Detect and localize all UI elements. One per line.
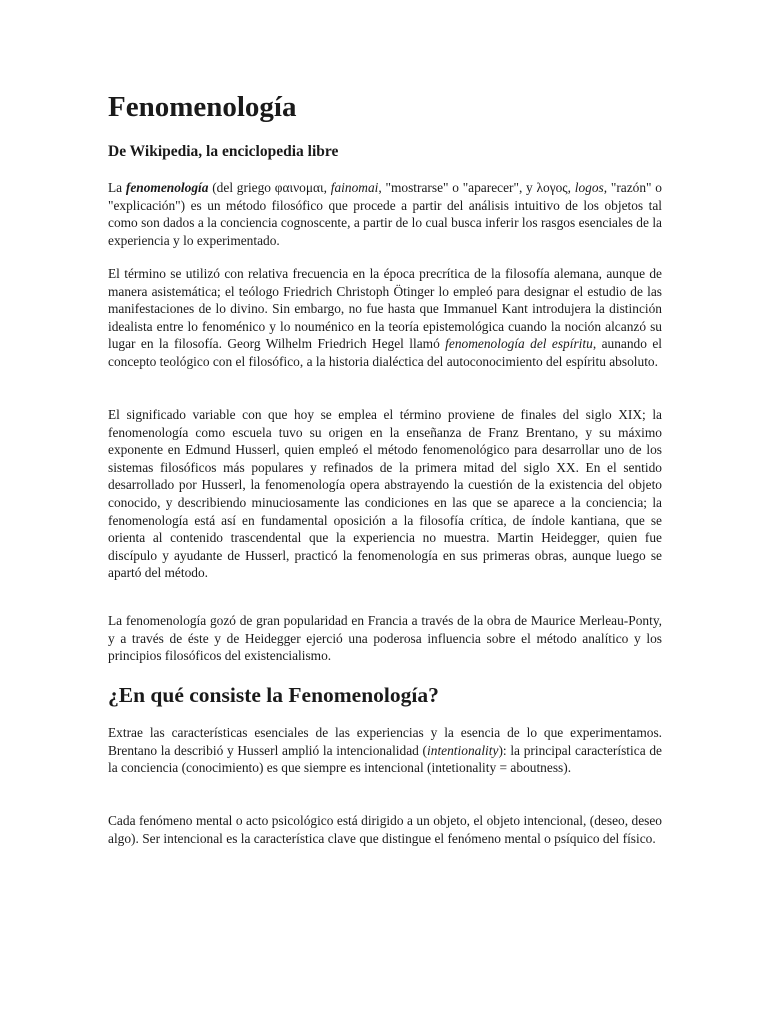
paragraph-france: La fenomenología gozó de gran popularidad en Francia a través de la obra de Maurice Merleau-Ponty, y a través de éste y de Heidegger ejerció una poderosa influencia sobre el método analítico y los principios filosóficos del existencialismo.	[108, 613, 662, 664]
term-fainomai: fainomai	[330, 180, 379, 195]
paragraph-meaning: El significado variable con que hoy se emplea el término proviene de finales del siglo XIX; la fenomenología como escuela tuvo su origen en la enseñanza de Franz Brentano, y su máximo exponente en Edmund Husserl, quien empleó el método fenomenológico para desarrollar uno de los sistemas filosóficos más populares y refinados de la primera mitad del siglo XX. En el sentido desarrollado por Husserl, la fenomenología opera abstrayendo la cuestión de la existencia del objeto conocido, y describiendo minuciosamente las condiciones en las que se aparece a la conciencia; la fenomenología está así en fundamental oposición a la filosofía crítica, de índole kantiana, que se orienta al contenido trascendental que la experiencia no muestra. Martin Heidegger, quien fue discípulo y ayudante de Husserl, practicó la fenomenología en sus primeras obras, aunque luego se apartó del método.	[108, 407, 662, 581]
page-subtitle: De Wikipedia, la enciclopedia libre	[108, 143, 339, 160]
text-run: ): la principal característica de la conciencia (conocimiento) es que siempre es intencional (intetionality = aboutness).	[108, 742, 662, 776]
text-run: , "mostrarse" o "aparecer", y λογος,	[378, 180, 575, 195]
text-run: (del griego φαινομαι,	[208, 180, 331, 195]
text-run: Extrae las características esenciales de las experiencias y la esencia de lo que experimentamos. Brentano la describió y Husserl amplió la intencionalidad (	[108, 725, 662, 758]
text-run: , "razón" o "explicación") es un método filosófico que procede a partir del análisis intuitivo de los objetos tal como son dados a la conciencia cognoscente, a partir de lo cual busca inferir los rasgos esenciales de la experiencia y lo experimentado.	[108, 180, 662, 248]
paragraph-intentional-object: Cada fenómeno mental o acto psicológico está dirigido a un objeto, el objeto intencional, (deseo, deseo algo). Ser intencional es la característica clave que distingue el fenómeno mental o psíquico del físico.	[108, 813, 662, 846]
text-run: El término se utilizó con relativa frecuencia en la época precrítica de la filosofía alemana, aunque de manera asistemática; el teólogo Friedrich Christoph Ötinger lo empleó para designar el estudio de las manifestaciones de lo divino. Sin embargo, no fue hasta que Immanuel Kant introdujera la distinción idealista entre lo fenoménico y lo nouménico en la teoría epistemológica cuando la noción alcanzó su lugar en la filosofía. Georg Wilhelm Friedrich Hegel llamó	[108, 266, 662, 352]
text-run: La	[108, 180, 126, 195]
paragraph-intro	[108, 179, 662, 249]
term-fenomenologia: fenomenología	[125, 180, 209, 195]
paragraph-history	[108, 265, 662, 371]
term-intentionality: intentionality	[427, 742, 499, 758]
term-logos: logos	[574, 180, 604, 195]
section-heading: ¿En qué consiste la Fenomenología?	[108, 683, 439, 707]
paragraph-essence	[108, 724, 662, 777]
page-title: Fenomenología	[108, 91, 297, 123]
text-run: , aunando el concepto teológico con el filosófico, a la historia dialéctica del autoconocimiento del espíritu absoluto.	[108, 336, 662, 369]
term-fenomenologia-espiritu: fenomenología del espíritu	[445, 336, 593, 352]
